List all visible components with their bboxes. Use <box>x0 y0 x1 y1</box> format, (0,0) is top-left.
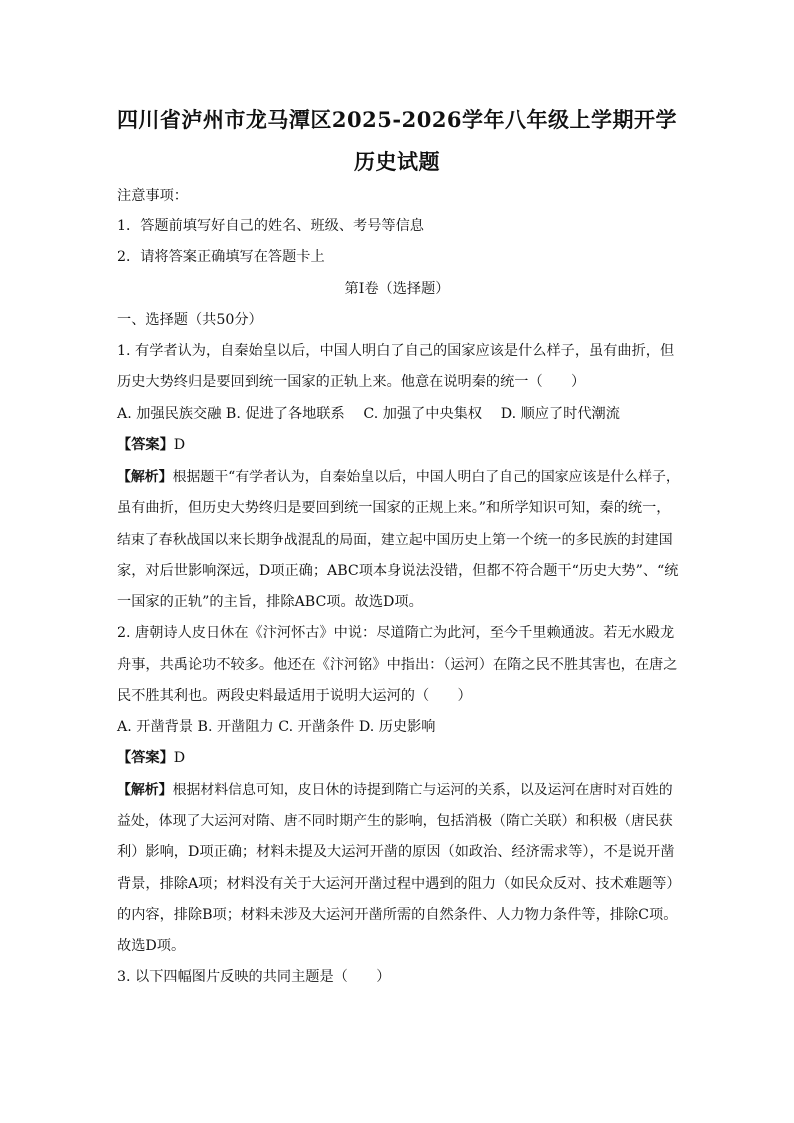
q1-analysis-line <box>117 467 682 487</box>
q2-stem-line: 2. 唐朝诗人皮日休在《汴河怀古》中说：尽道隋亡为此河，至今千里赖通波。若无水殿龙 <box>117 625 675 641</box>
answer-value: D <box>173 750 186 766</box>
exam-title: 四川省泸州市龙马潭区2025-2026学年八年级上学期开学 <box>116 107 678 132</box>
q1-stem-line: 历史大势终归是要回到统一国家的正轨上来。他意在说明秦的统一（ ） <box>117 374 586 390</box>
part-title: 一、选择题（共50分） <box>117 312 263 328</box>
analysis-text: 根据题干“有学者认为，自秦始皇以后，中国人明白了自己的国家应该是什么样子， <box>172 469 680 485</box>
q2-analysis-line: 背景，排除A项；材料没有关于大运河开凿过程中遇到的阻力（如民众反对、技术难题等） <box>117 876 681 892</box>
answer-tag: 【答案】 <box>117 437 174 453</box>
answer-tag: 【答案】 <box>117 750 174 766</box>
q1-analysis-line: 结束了春秋战国以来长期争战混乱的局面，建立起中国历史上第一个统一的多民族的封建国 <box>117 532 673 548</box>
q3-stem: 3. 以下四幅图片反映的共同主题是（ ） <box>117 969 391 985</box>
analysis-text: 根据材料信息可知，皮日休的诗提到隋亡与运河的关系，以及运河在唐时对百姓的 <box>172 782 673 798</box>
section-title: 第I卷（选择题） <box>344 281 450 297</box>
q2-stem-line: 舟事，共禹论功不较多。他还在《汴河铭》中指出：（运河）在隋之民不胜其害也，在唐之 <box>117 657 678 673</box>
q2-options: A. 开凿背景 B. 开凿阻力 C. 开凿条件 D. 历史影响 <box>117 719 436 735</box>
q1-answer <box>117 435 682 455</box>
answer-value: D <box>173 437 186 453</box>
q2-analysis-line: 益处，体现了大运河对隋、唐不同时期产生的影响，包括消极（隋亡关联）和积极（唐民获 <box>117 813 673 829</box>
q2-analysis-line: 的内容，排除B项；材料未涉及大运河开凿所需的自然条件、人力物力条件等，排除C项。 <box>117 907 678 923</box>
q2-answer <box>117 748 682 768</box>
q2-analysis-line: 利）影响，D项正确；材料未提及大运河开凿的原因（如政治、经济需求等），不是说开凿 <box>117 844 675 860</box>
analysis-tag: 【解析】 <box>117 469 173 485</box>
q1-analysis-line: 虽有曲折，但历史大势终归是要回到统一国家的正规上来。”和所学知识可知，秦的统一， <box>117 500 671 516</box>
q1-analysis-line: 一国家的正轨”的主旨，排除ABC项。故选D项。 <box>117 594 423 610</box>
q1-options: A. 加强民族交融 B. 促进了各地联系 C. 加强了中央集权 D. 顺应了时代潮流 <box>117 406 620 422</box>
q2-analysis-line: 故选D项。 <box>117 938 186 954</box>
analysis-tag: 【解析】 <box>117 782 173 798</box>
q2-analysis-line <box>117 780 682 800</box>
notes-heading: 注意事项： <box>117 188 188 204</box>
note-item: 1．答题前填写好自己的姓名、班级、考号等信息 <box>117 218 424 234</box>
exam-subtitle: 历史试题 <box>354 149 440 174</box>
q2-stem-line: 民不胜其利也。两段史料最适用于说明大运河的（ ） <box>117 688 472 704</box>
note-item: 2．请将答案正确填写在答题卡上 <box>117 249 325 265</box>
q1-stem-line: 1. 有学者认为，自秦始皇以后，中国人明白了自己的国家应该是什么样子，虽有曲折，但 <box>117 343 675 359</box>
q1-analysis-line: 家，对后世影响深远，D项正确；ABC项本身说法没错，但都不符合题干“历史大势”、“统 <box>117 563 679 579</box>
